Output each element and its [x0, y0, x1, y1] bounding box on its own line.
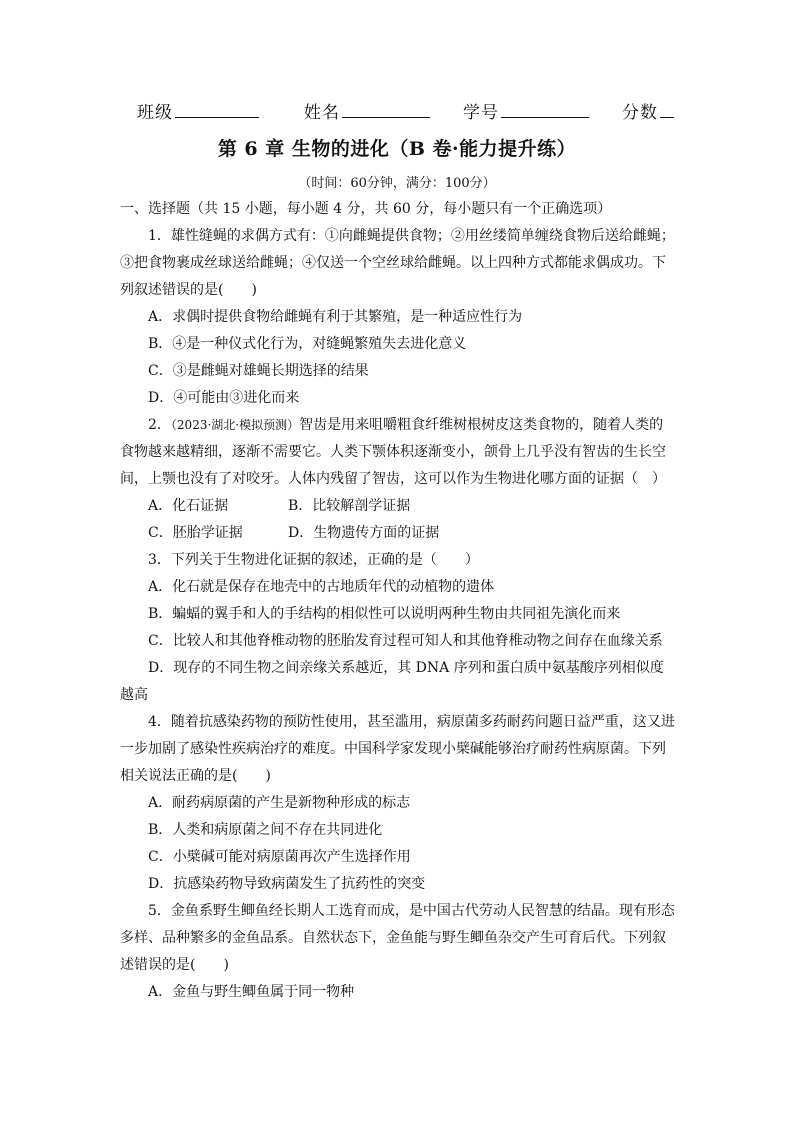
option-c: C．胚胎学证据	[148, 525, 243, 541]
name-label: 姓名	[304, 103, 340, 123]
score-field	[622, 98, 674, 123]
class-blank[interactable]	[175, 99, 259, 118]
score-label: 分数	[622, 103, 658, 123]
option-d: D．现存的不同生物之间亲缘关系越近，其 DNA 序列和蛋白质中氨基酸序列相似度越高	[120, 660, 664, 703]
question-2	[120, 412, 675, 547]
section-heading: 一、选择题（共 15 小题，每小题 4 分，共 60 分，每小题只有一个正确选项）	[120, 201, 612, 217]
student-id-blank[interactable]	[501, 99, 589, 118]
class-label: 班级	[137, 103, 173, 123]
question-source: （2023·湖北·模拟预测）	[170, 418, 300, 432]
option-b: B．蝙蝠的翼手和人的手结构的相似性可以说明两种生物由共同祖先演化而来	[148, 606, 621, 622]
option-row	[120, 493, 675, 520]
question-stem: 1．雄性缝蝇的求偶方式有：①向雌蝇提供食物；②用丝缕简单缠绕食物后送给雌蝇；③把食物裹成丝球送给雌蝇；④仅送一个空丝球给雌蝇。以上四种方式都能求偶成功。下列叙述错误的是( )	[120, 228, 675, 298]
name-blank[interactable]	[342, 99, 430, 118]
option-a: A．耐药病原菌的产生是新物种形成的标志	[148, 795, 411, 811]
option-b: B．④是一种仪式化行为，对缝蝇繁殖失去进化意义	[148, 336, 467, 352]
option-a: A．金鱼与野生鲫鱼属于同一物种	[148, 984, 355, 1000]
question-5	[120, 898, 675, 1006]
question-4	[120, 709, 675, 898]
student-info-row	[0, 98, 794, 122]
question-number: 2．	[148, 417, 171, 433]
option-b: B．人类和病原菌之间不存在共同进化	[148, 822, 383, 838]
student-id-label: 学号	[463, 103, 499, 123]
class-field	[137, 98, 259, 123]
student-id-field	[463, 98, 589, 123]
option-d: D．抗感染药物导致病菌发生了抗药性的突变	[148, 876, 426, 892]
option-a: A．求偶时提供食物给雌蝇有利于其繁殖，是一种适应性行为	[148, 309, 523, 325]
option-c: C．比较人和其他脊椎动物的胚胎发育过程可知人和其他脊椎动物之间存在血缘关系	[148, 633, 663, 649]
option-d: D．④可能由③进化而来	[148, 390, 300, 406]
option-b: B．比较解剖学证据	[288, 498, 411, 514]
question-stem: 3．下列关于生物进化证据的叙述，正确的是（ ）	[148, 552, 479, 568]
name-field	[304, 98, 430, 123]
option-c: C．③是雌蝇对雄蝇长期选择的结果	[148, 363, 369, 379]
option-d: D．生物遗传方面的证据	[288, 525, 440, 541]
question-content	[120, 196, 675, 1006]
exam-time-info: （时间：60分钟，满分：100分）	[298, 176, 496, 191]
question-stem	[120, 412, 675, 493]
question-3	[120, 547, 675, 709]
option-a: A．化石就是保存在地壳中的古地质年代的动植物的遗体	[148, 579, 495, 595]
question-1	[120, 223, 675, 412]
document-title: 第 6 章 生物的进化（B 卷·能力提升练）	[217, 138, 577, 160]
question-stem: 4．随着抗感染药物的预防性使用，甚至滥用，病原菌多药耐药问题日益严重，这又进一步加剧了感染性疾病治疗的难度。中国科学家发现小檗碱能够治疗耐药性病原菌。下列相关说法正确的是( )	[120, 714, 675, 784]
option-c: C．小檗碱可能对病原菌再次产生选择作用	[148, 849, 411, 865]
question-text: 智齿是用来咀嚼粗食纤维树根树皮这类食物的，随着人类的食物越来越精细，逐渐不需要它。人类下颚体积逐渐变小，颌骨上几乎没有智齿的生长空间，上颚也没有了对咬牙。人体内残留了智齿，这可以作为生物进化哪方面的证据（ ）	[120, 417, 666, 487]
option-row	[120, 520, 675, 547]
question-stem: 5．金鱼系野生鲫鱼经长期人工选育而成，是中国古代劳动人民智慧的结晶。现有形态多样、品种繁多的金鱼品系。自然状态下，金鱼能与野生鲫鱼杂交产生可育后代。下列叙述错误的是( )	[120, 903, 675, 973]
option-a: A．化石证据	[148, 498, 229, 514]
score-blank[interactable]	[660, 99, 674, 118]
